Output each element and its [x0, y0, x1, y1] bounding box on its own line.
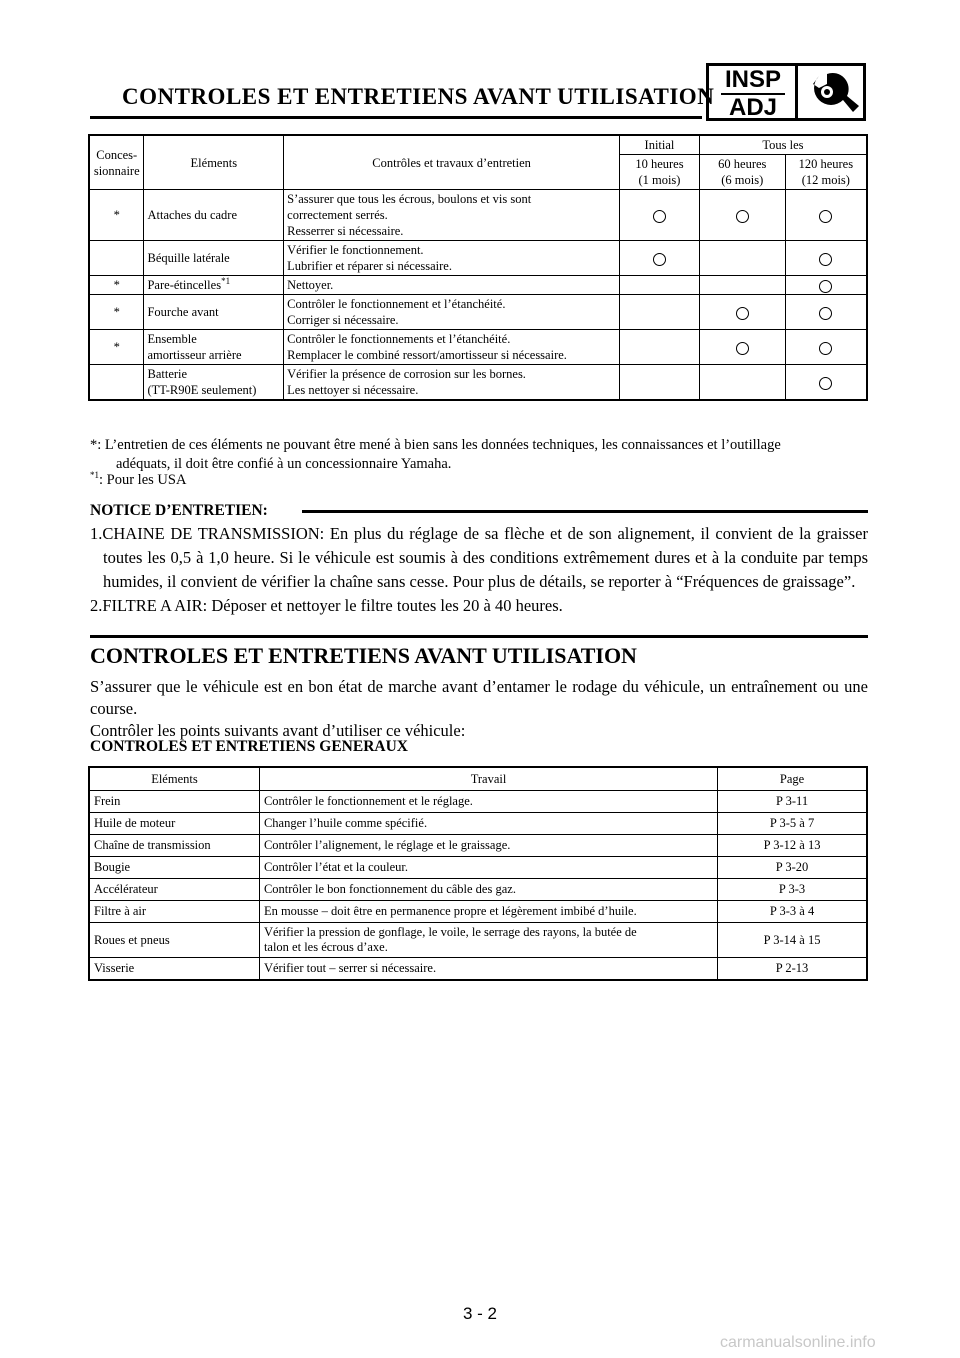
element-name: Béquille latérale: [144, 241, 284, 276]
circle-mark-icon: [819, 377, 832, 390]
element-name: Pare-étincelles$^{*1}$: [144, 276, 284, 295]
gt-element: Bougie: [89, 857, 259, 879]
work-description: Vérifier le fonctionnement. Lubrifier et réparer si nécessaire.: [284, 241, 620, 276]
general-check-row: [89, 791, 867, 813]
gt-page: P 3-5 à 7: [718, 813, 867, 835]
section-intro: S’assurer que le véhicule est en bon état de marche avant d’entamer le rodage du véhicule, un entraînement ou une course. Contrôler les points suivants avant d’utiliser ce véhicule:: [90, 677, 868, 740]
interval-cell-m60: [699, 330, 785, 365]
footnote-usa: $^{*1}$: Pour les USA: [90, 470, 187, 488]
badge-line1: INSP: [724, 66, 781, 93]
interval-cell-m10: [620, 330, 700, 365]
gt-page: P 3-3: [718, 879, 867, 901]
work-description: S’assurer que tous les écrous, boulons et vis sont correctement serrés. Resserrer si nécessaire.: [284, 190, 620, 241]
work-description: Vérifier la présence de corrosion sur les bornes. Les nettoyer si nécessaire.: [284, 365, 620, 401]
interval-cell-m60: [699, 295, 785, 330]
interval-cell-m10: [620, 241, 700, 276]
gt-work: Contrôler l’état et la couleur.: [259, 857, 717, 879]
gt-element: Huile de moteur: [89, 813, 259, 835]
gt-element: Filtre à air: [89, 901, 259, 923]
circle-mark-icon: [819, 210, 832, 223]
element-name: Attaches du cadre: [144, 190, 284, 241]
element-name: Fourche avant: [144, 295, 284, 330]
dealer-mark: [89, 241, 144, 276]
work-description: Nettoyer.: [284, 276, 620, 295]
interval-cell-m10: [620, 190, 700, 241]
gt-work: Changer l’huile comme spécifié.: [259, 813, 717, 835]
footnote-dealer: *: L’entretien de ces éléments ne pouvant être mené à bien sans les données techniques, les connaissances et l’outillage adéquats, il doit être confié à un concessionnaire Yamaha.: [90, 437, 781, 472]
gt-element: Frein: [89, 791, 259, 813]
maintenance-schedule-table: [88, 134, 868, 401]
gt-page: P 2-13: [718, 958, 867, 981]
general-check-row: [89, 857, 867, 879]
interval-cell-m60: [699, 365, 785, 401]
notice-item-2: 2.FILTRE A AIR: Déposer et nettoyer le filtre toutes les 20 à 40 heures.: [90, 596, 563, 615]
gt-element: Visserie: [89, 958, 259, 981]
gt-page: P 3-20: [718, 857, 867, 879]
wrench-icon: [805, 70, 861, 116]
interval-cell-m10: [620, 295, 700, 330]
maintenance-row: [89, 295, 867, 330]
header-rule: [90, 116, 702, 119]
interval-cell-m120: [785, 330, 867, 365]
circle-mark-icon: [736, 307, 749, 320]
gt-page: P 3-3 à 4: [718, 901, 867, 923]
interval-cell-m60: [699, 276, 785, 295]
header-initial: Initial: [620, 135, 700, 155]
maintenance-row: [89, 241, 867, 276]
general-check-row: [89, 923, 867, 958]
dealer-mark: [89, 365, 144, 401]
general-check-row: [89, 835, 867, 857]
work-description: Contrôler le fonctionnements et l’étanchéité. Remplacer le combiné ressort/amortisseur si nécessaire.: [284, 330, 620, 365]
circle-mark-icon: [819, 280, 832, 293]
interval-cell-m120: [785, 295, 867, 330]
section-title: CONTROLES ET ENTRETIENS AVANT UTILISATION: [90, 643, 637, 668]
general-check-row: [89, 879, 867, 901]
header-dealer: Conces- sionnaire: [89, 135, 144, 190]
general-check-row: [89, 901, 867, 923]
header-elements: Eléments: [144, 135, 284, 190]
general-check-row: [89, 813, 867, 835]
interval-cell-m120: [785, 241, 867, 276]
element-name: Batterie (TT-R90E seulement): [144, 365, 284, 401]
maintenance-row: [89, 365, 867, 401]
interval-cell-m60: [699, 241, 785, 276]
interval-cell-m10: [620, 276, 700, 295]
circle-mark-icon: [736, 210, 749, 223]
dealer-mark: *: [89, 295, 144, 330]
page-header-title: CONTROLES ET ENTRETIENS AVANT UTILISATION: [122, 84, 715, 109]
notice-item-1: 1.CHAINE DE TRANSMISSION: En plus du réglage de sa flèche et de son alignement, il convient de la graisser toutes les 0,5 à 1,0 heure. Si le véhicule est soumis à des conditions extrêmement dures et à la conduite par temps humides, il convient de vérifier la chaîne sans cesse. Pour plus de détails, se reporter à “Fréquences de graissage”.: [90, 524, 868, 591]
circle-mark-icon: [736, 342, 749, 355]
interval-cell-m120: [785, 276, 867, 295]
gt-work: Contrôler le fonctionnement et le réglage.: [259, 791, 717, 813]
circle-mark-icon: [653, 210, 666, 223]
work-description: Contrôler le fonctionnement et l’étanchéité. Corriger si nécessaire.: [284, 295, 620, 330]
element-sup: *1: [221, 275, 231, 286]
maintenance-row: [89, 276, 867, 295]
header-120h: 120 heures (12 mois): [785, 155, 867, 190]
circle-mark-icon: [653, 253, 666, 266]
general-check-row: [89, 958, 867, 981]
circle-mark-icon: [819, 253, 832, 266]
gt-page: P 3-11: [718, 791, 867, 813]
dealer-mark: *: [89, 330, 144, 365]
header-every: Tous les: [699, 135, 867, 155]
dealer-mark: *: [89, 190, 144, 241]
notice-body: [90, 522, 868, 618]
interval-cell-m120: [785, 190, 867, 241]
general-checks-table: [88, 766, 868, 981]
section-rule: [90, 635, 868, 638]
gt-page: P 3-14 à 15: [718, 923, 867, 958]
gt-header-page: Page: [718, 767, 867, 791]
gt-header-work: Travail: [259, 767, 717, 791]
interval-cell-m10: [620, 365, 700, 401]
maintenance-row: [89, 330, 867, 365]
maintenance-row: [89, 190, 867, 241]
gt-header-elements: Eléments: [89, 767, 259, 791]
interval-cell-m120: [785, 365, 867, 401]
gt-work: En mousse – doit être en permanence propre et légèrement imbibé d’huile.: [259, 901, 717, 923]
watermark: carmanualsonline.info: [720, 1334, 876, 1351]
circle-mark-icon: [819, 307, 832, 320]
gt-element: Chaîne de transmission: [89, 835, 259, 857]
gt-work: Vérifier tout – serrer si nécessaire.: [259, 958, 717, 981]
gt-element: Roues et pneus: [89, 923, 259, 958]
header-checks: Contrôles et travaux d’entretien: [284, 135, 620, 190]
gt-element: Accélérateur: [89, 879, 259, 901]
gt-page: P 3-12 à 13: [718, 835, 867, 857]
gt-work: Vérifier la pression de gonflage, le voile, le serrage des rayons, la butée de talon et les écrous d’axe.: [259, 923, 717, 958]
element-name: Ensemble amortisseur arrière: [144, 330, 284, 365]
notice-title: NOTICE D’ENTRETIEN:: [90, 502, 268, 519]
header-60h: 60 heures (6 mois): [699, 155, 785, 190]
gt-work: Contrôler l’alignement, le réglage et le graissage.: [259, 835, 717, 857]
insp-adj-badge: [706, 63, 866, 121]
page-number: 3 - 2: [462, 1304, 498, 1323]
header-10h: 10 heures (1 mois): [620, 155, 700, 190]
dealer-mark: *: [89, 276, 144, 295]
notice-rule: [302, 510, 868, 513]
gt-work: Contrôler le bon fonctionnement du câble des gaz.: [259, 879, 717, 901]
subsection-title: CONTROLES ET ENTRETIENS GENERAUX: [90, 738, 408, 755]
interval-cell-m60: [699, 190, 785, 241]
badge-line2: ADJ: [721, 93, 785, 120]
circle-mark-icon: [819, 342, 832, 355]
